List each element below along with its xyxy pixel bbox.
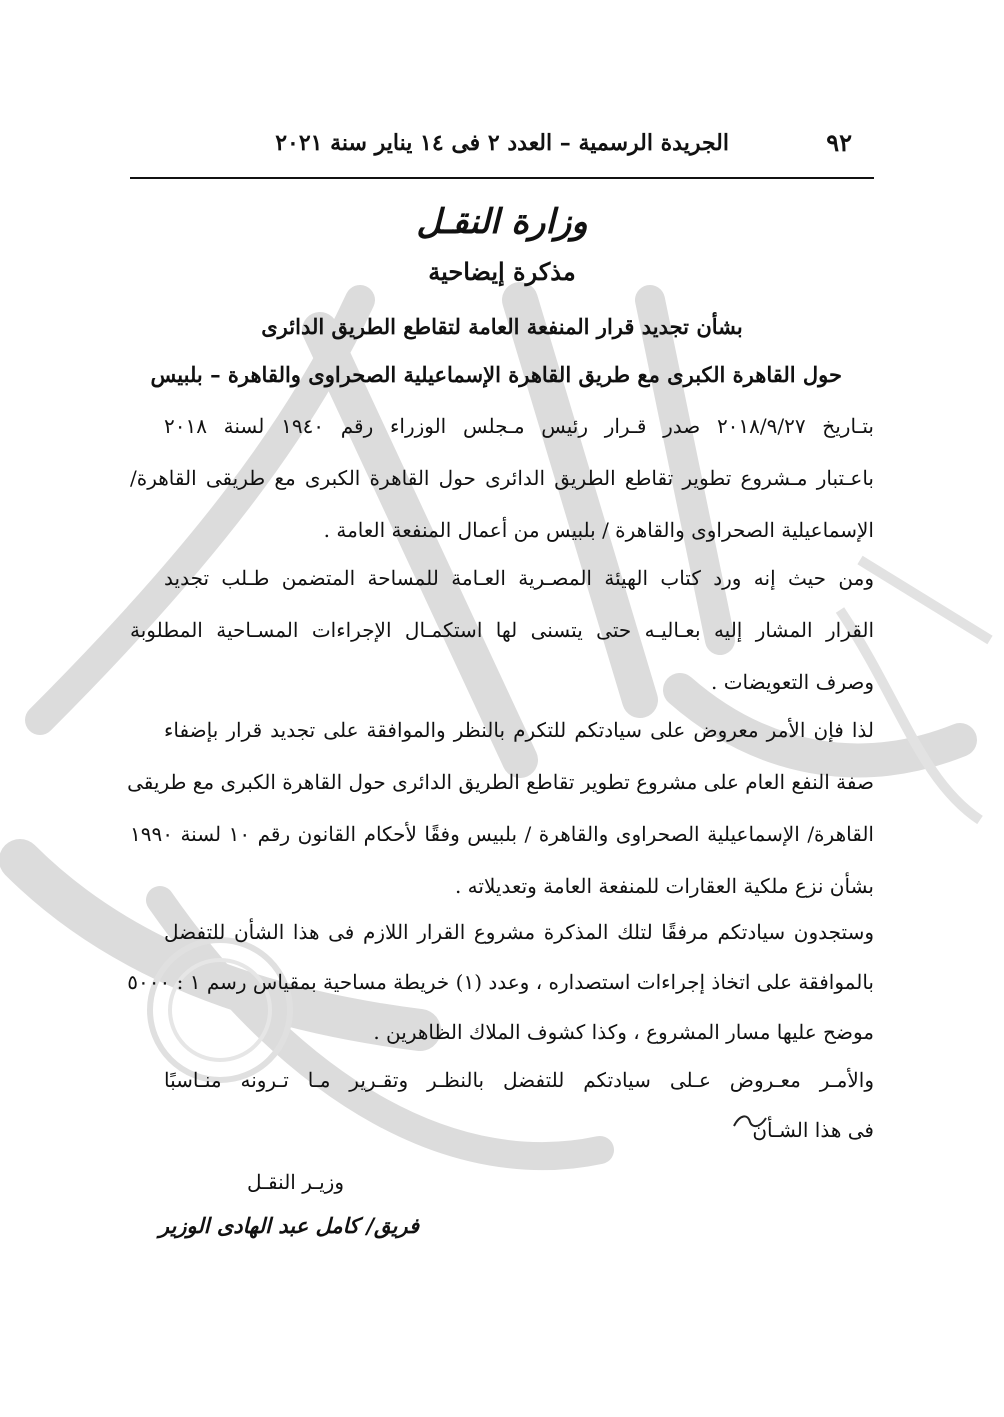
signatory-name: فريق/ كامل عبد الهادى الوزير	[158, 1213, 419, 1238]
subject-line-1: بشأن تجديد قرار المنفعة العامة لتقاطع الطريق الدائرى	[261, 314, 743, 339]
page-number: ٩٢	[826, 128, 852, 157]
paragraph-5-line: فى هذا الشـأن	[752, 1118, 874, 1142]
gazette-title: الجريدة الرسمية – العدد ٢ فى ١٤ يناير سنة ٢٠٢١	[275, 130, 729, 156]
paragraph-1-line: الإسماعيلية الصحراوى والقاهرة / بلبيس من أعمال المنفعة العامة .	[323, 518, 874, 542]
paragraph-3-line: بشأن نزع ملكية العقارات للمنفعة العامة وتعديلاته .	[454, 874, 874, 898]
paragraph-3-line: صفة النفع العام على مشروع تطوير تقاطع الطريق الدائرى حول القاهرة الكبرى مع طريقى	[127, 770, 874, 794]
paragraph-2-line: القرار المشار إليه بعـاليـه حتى يتسنى لها استكمـال الإجراءات المسـاحية المطلوبة	[130, 618, 874, 642]
subject-line-2: حول القاهرة الكبرى مع طريق القاهرة الإسماعيلية الصحراوى والقاهرة – بلبيس	[150, 362, 842, 387]
paragraph-5-line: والأمـر معـروض عـلى سيادتكم للتفضل بالنظـر وتقـرير مـا تـرونه منـاسبًا	[164, 1068, 874, 1092]
paragraph-2-line: ومن حيث إنه ورد كتاب الهيئة المصـرية العـامة للمساحة المتضمن طـلب تجديد	[164, 566, 874, 590]
paragraph-3-line: القاهرة/ الإسماعيلية الصحراوى والقاهرة / بلبيس وفقًا لأحكام القانون رقم ١٠ لسنة ١٩٩٠	[130, 822, 874, 846]
paragraph-3-line: لذا فإن الأمر معروض على سيادتكم للتكرم بالنظر والموافقة على تجديد قرار بإضفاء	[164, 718, 874, 742]
paragraph-4-line: وستجدون سيادتكم مرفقًا لتلك المذكرة مشروع القرار اللازم فى هذا الشأن للتفضل	[164, 920, 874, 944]
gazette-header	[130, 128, 874, 168]
ministry-title: وزارة النقـل	[416, 202, 588, 242]
paragraph-4-line: بالموافقة على اتخاذ إجراءات استصداره ، وعدد (١) خريطة مساحية بمقياس رسم ١ : ٥٠٠٠	[127, 970, 874, 994]
handwritten-mark	[732, 1110, 768, 1134]
paragraph-1-line: باعـتبار مـشروع تطوير تقاطع الطريق الدائرى حول القاهرة الكبرى مع طريقى القاهرة/	[130, 466, 874, 490]
paragraph-2-line: وصرف التعويضات .	[711, 670, 874, 694]
memo-title: مذكرة إيضاحية	[428, 257, 576, 286]
signatory-role: وزيـر النقـل	[247, 1170, 344, 1194]
paragraph-1-line: بتـاريخ ٢٠١٨/٩/٢٧ صدر قـرار رئيس مـجلس الوزراء رقم ١٩٤٠ لسنة ٢٠١٨	[164, 414, 875, 438]
paragraph-4-line: موضح عليها مسار المشروع ، وكذا كشوف الملاك الظاهرين .	[373, 1020, 874, 1044]
header-divider	[130, 177, 874, 179]
